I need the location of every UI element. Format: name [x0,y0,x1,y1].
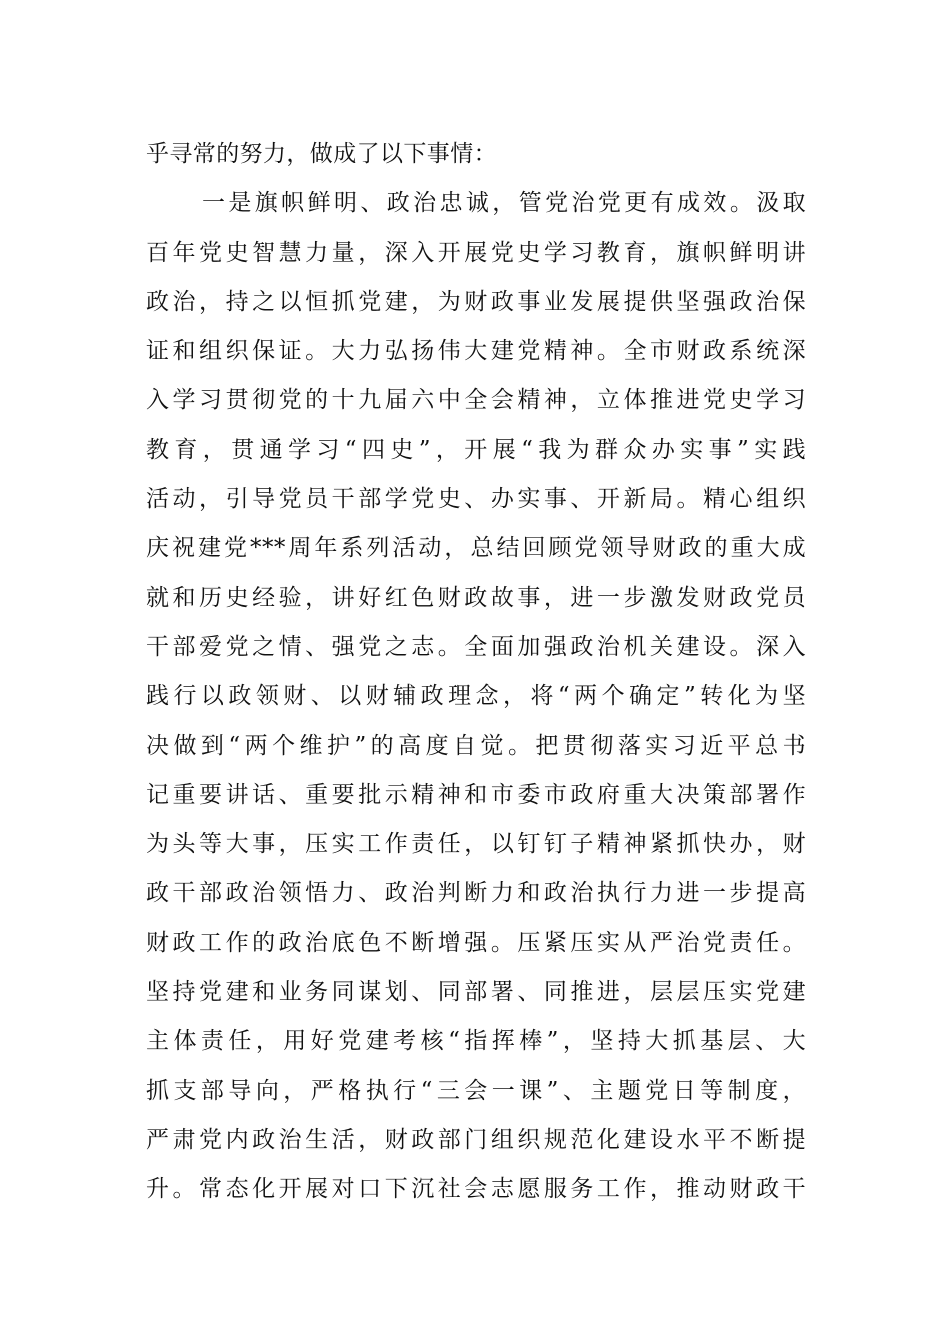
text-line: 决做到“两个维护”的高度自觉。把贯彻落实习近平总书 [146,732,806,759]
body-text [146,130,806,1215]
text-line: 抓支部导向，严格执行“三会一课”、主题党日等制度， [146,1077,806,1104]
text-line: 主体责任，用好党建考核“指挥棒”，坚持大抓基层、大 [146,1028,806,1055]
text-line: 严肃党内政治生活，财政部门组织规范化建设水平不断提 [146,1126,806,1153]
text-line: 财政工作的政治底色不断增强。压紧压实从严治党责任。 [146,929,806,956]
text-line: 政治，持之以恒抓党建，为财政事业发展提供坚强政治保 [146,288,806,315]
text-line: 为头等大事，压实工作责任，以钉钉子精神紧抓快办，财 [146,831,806,858]
text-line: 入学习贯彻党的十九届六中全会精神，立体推进党史学习 [146,387,806,414]
text-line: 干部爱党之情、强党之志。全面加强政治机关建设。深入 [146,633,806,660]
text-line: 教育，贯通学习“四史”，开展“我为群众办实事”实践 [146,436,806,463]
text-line: 坚持党建和业务同谋划、同部署、同推进，层层压实党建 [146,979,806,1006]
text-line: 百年党史智慧力量，深入开展党史学习教育，旗帜鲜明讲 [146,239,806,266]
text-line: 乎寻常的努力，做成了以下事情： [146,141,497,167]
text-line: 记重要讲话、重要批示精神和市委市政府重大决策部署作 [146,781,806,808]
text-line: 证和组织保证。大力弘扬伟大建党精神。全市财政系统深 [146,338,806,365]
text-line: 践行以政领财、以财辅政理念，将“两个确定”转化为坚 [146,683,806,710]
text-line: 活动，引导党员干部学党史、办实事、开新局。精心组织 [146,486,806,513]
text-line: 政干部政治领悟力、政治判断力和政治执行力进一步提高 [146,880,806,907]
text-line: 升。常态化开展对口下沉社会志愿服务工作，推动财政干 [146,1176,806,1203]
text-line: 就和历史经验，讲好红色财政故事，进一步激发财政党员 [146,584,806,611]
text-line: 庆祝建党***周年系列活动，总结回顾党领导财政的重大成 [146,535,806,562]
paragraph-first-line: 一是旗帜鲜明、政治忠诚，管党治党更有成效。汲取 [202,190,806,217]
